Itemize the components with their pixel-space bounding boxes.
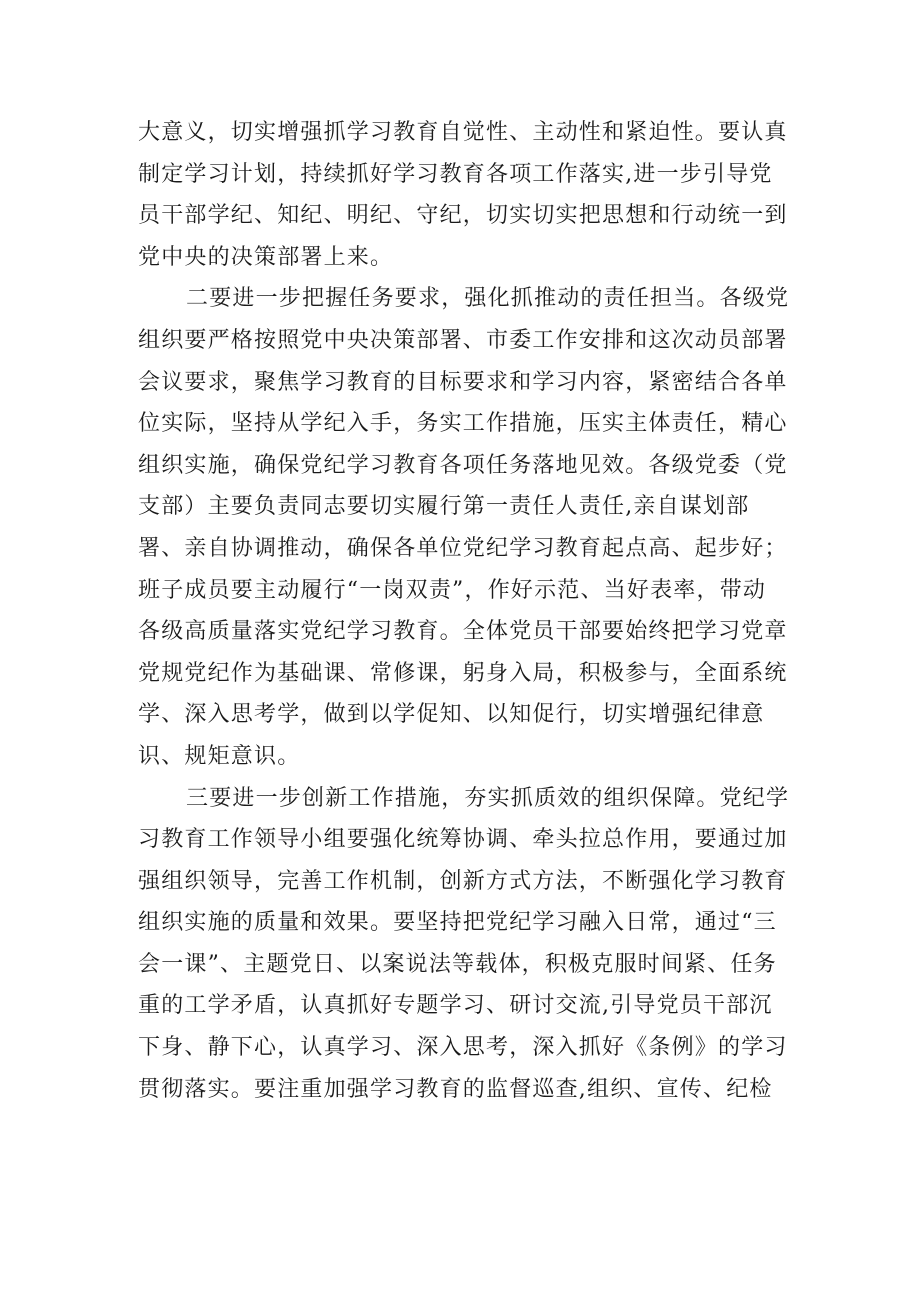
text-line: 组织实施，确保党纪学习教育各项任务落地见效。各级党委（党 [138, 452, 788, 478]
paragraph-2-first-line: 二要进一步把握任务要求，强化抓推动的责任担当。各级党 [186, 286, 790, 312]
body-text [138, 112, 798, 1110]
text-line: 贯彻落实。要注重加强学习教育的监督巡查,组织、宣传、纪检 [138, 1076, 773, 1102]
paragraph-3-first-line: 三要进一步创新工作措施，夯实抓质效的组织保障。党纪学 [186, 785, 790, 811]
text-line: 员干部学纪、知纪、明纪、守纪，切实切实把思想和行动统一到 [138, 203, 788, 229]
text-line: 学、深入思考学，做到以学促知、以知促行，切实增强纪律意 [138, 702, 765, 728]
text-line: 位实际，坚持从学纪入手，务实工作措施，压实主体责任，精心 [138, 411, 788, 437]
text-line: 大意义，切实增强抓学习教育自觉性、主动性和紧迫性。要认真 [138, 120, 788, 145]
text-line: 班子成员要主动履行“一岗双责”，作好示范、当好表率，带动 [138, 577, 767, 603]
text-line: 识、规矩意识。 [138, 743, 301, 769]
text-line: 制定学习计划，持续抓好学习教育各项工作落实,进一步引导党 [138, 161, 773, 187]
text-line: 署、亲自协调推动，确保各单位党纪学习教育起点高、起步好； [138, 535, 788, 561]
text-line: 党规党纪作为基础课、常修课，躬身入局，积极参与，全面系统 [138, 660, 788, 686]
text-line: 会一课”、主题党日、以案说法等载体，积极克服时间紧、任务 [138, 951, 777, 977]
text-line: 各级高质量落实党纪学习教育。全体党员干部要始终把学习党章 [138, 619, 788, 645]
text-line: 组织实施的质量和效果。要坚持把党纪学习融入日常，通过“三 [138, 910, 777, 936]
text-line: 习教育工作领导小组要强化统筹协调、牵头拉总作用，要通过加 [138, 827, 788, 853]
text-line: 党中央的决策部署上来。 [138, 244, 394, 270]
text-line: 强组织领导，完善工作机制，创新方式方法，不断强化学习教育 [138, 868, 788, 894]
text-line: 重的工学矛盾，认真抓好专题学习、研讨交流,引导党员干部沉 [138, 993, 773, 1019]
text-line: 支部）主要负责同志要切实履行第一责任人责任,亲自谋划部 [138, 494, 750, 520]
text-line: 下身、静下心，认真学习、深入思考，深入抓好《条例》的学习 [138, 1035, 788, 1061]
text-line: 会议要求，聚焦学习教育的目标要求和学习内容，紧密结合各单 [138, 369, 788, 395]
text-line: 组织要严格按照党中央决策部署、市委工作安排和这次动员部署 [138, 327, 788, 353]
